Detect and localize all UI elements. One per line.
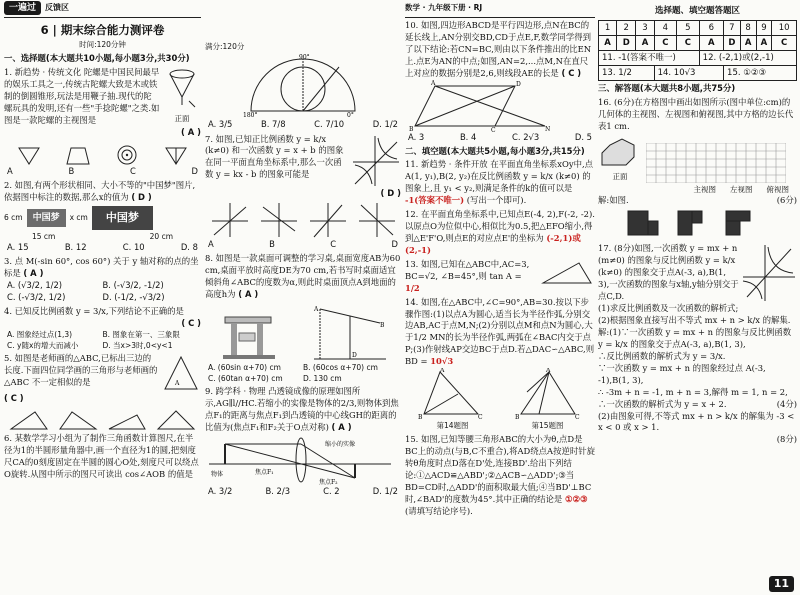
fill-answer-12: 12. (-2,1)或(2,-1) <box>699 51 796 66</box>
question-1 <box>4 67 201 178</box>
grid-num-6: 6 <box>699 21 723 36</box>
lens-image-label: 缩小的实像 <box>325 441 356 449</box>
grid-num-5: 5 <box>677 21 700 36</box>
option-b-shape-icon <box>65 144 91 166</box>
question-13 <box>405 259 595 295</box>
q7-opt-a-graph <box>210 201 250 239</box>
fill-answer-11: 11. -1(答案不唯一) <box>599 51 700 66</box>
q15-answer: ①②③ <box>564 493 588 504</box>
subject-label: 数学 · 九年级下册 · RJ <box>405 2 483 12</box>
q13-answer: 1/2 <box>405 282 420 293</box>
q2-dim-20: 20 cm <box>149 231 173 241</box>
grid-ans-9: A <box>756 36 772 51</box>
q16-front-label: 正面 <box>612 171 628 181</box>
grid-num-8: 8 <box>740 21 756 36</box>
grid-num-7: 7 <box>724 21 741 36</box>
q16-view-labels <box>598 185 797 196</box>
q16-view-front: 主视图 <box>693 184 716 194</box>
fill-answer-14: 14. 10√3 <box>654 66 723 81</box>
q7-options <box>205 239 401 251</box>
q6-opt-a: A. 3/5 <box>208 118 233 129</box>
question-9 <box>205 386 401 498</box>
q3-text: 3. 点 M(-sin 60°, cos 60°) 关于 y 轴对称的点的坐标是 <box>4 256 199 279</box>
q2-answer: ( D ) <box>131 192 152 203</box>
q14-fig-caption: 第14题图 <box>436 421 469 431</box>
q16-solution: 解:如图. <box>598 195 629 206</box>
svg-text:B: B <box>409 125 414 132</box>
svg-text:A: A <box>545 368 550 375</box>
q7-option-graphs <box>205 199 401 239</box>
svg-text:B: B <box>417 414 422 421</box>
q5-opt-c-triangle <box>107 409 147 431</box>
q9-text: 9. 跨学科 · 物理 凸透镜成像的原理如图所示,AG∥l//HC.若缩小的实像是物体的2/3,则物体到焦点F₁的距离与焦点F₁到凸透镜的中心线GH的距离的比值为(焦点F₁和F₂关于O点对称) <box>205 386 399 433</box>
question-3 <box>4 256 201 304</box>
svg-text:B: B <box>379 322 384 330</box>
q3-opt-c: C. (-√3/2, 1/2) <box>7 292 66 303</box>
q17-sol5: ∴一次函数的解析式为 y = x + 2. <box>598 398 727 409</box>
q6-opt-b: B. 7/8 <box>260 118 286 129</box>
brand-subtitle: 反馈区 <box>45 3 70 13</box>
svg-text:D: D <box>351 352 357 360</box>
q12-answer: (-2,1)或(2,-1) <box>405 232 581 255</box>
q10-opt-c: C. 2√3 <box>512 131 540 142</box>
svg-text:C: C <box>477 414 483 421</box>
q5-opt-d-triangle <box>156 409 196 431</box>
question-14 <box>405 297 595 433</box>
grid-ans-1: A <box>599 36 617 51</box>
q5-text: 5. 如图是老师画的△ABC,已标出三边的长度.下面四位同学画的三角形与老师画的△ABC 不一定相似的是 <box>4 353 158 388</box>
answer-grid <box>598 20 797 81</box>
top-spinner-icon <box>163 67 201 113</box>
page-header-left <box>4 0 201 16</box>
q17-sol5-line <box>598 399 797 411</box>
grid-ans-10: C <box>772 36 797 51</box>
q16-blank-grid <box>646 143 786 183</box>
q13-triangle-figure <box>539 259 595 287</box>
q16-solution-line <box>598 195 797 207</box>
q5-triangle-figure <box>161 353 201 393</box>
desk-diagram <box>310 303 390 363</box>
page-number: 11 <box>769 576 794 592</box>
test-meta <box>4 40 201 51</box>
test-time: 时间:120分钟 <box>79 40 126 50</box>
q8-answer: ( A ) <box>238 289 259 300</box>
q14-figure <box>418 368 488 420</box>
q8-options <box>205 363 401 384</box>
question-15 <box>405 434 595 517</box>
q7-answer: ( D ) <box>380 187 401 198</box>
grid-ans-2: D <box>617 36 636 51</box>
grid-num-10: 10 <box>772 21 797 36</box>
q4-answer: ( C ) <box>181 317 201 328</box>
q17-score2: (8分) <box>776 434 797 445</box>
q10-opt-d: D. 5 <box>574 131 592 142</box>
q2-opt-c: C. 10 <box>122 242 145 253</box>
page-header-mid <box>405 0 595 16</box>
section-choice-title: 一、选择题(本大题共10小题,每小题3分,共30分) <box>4 52 190 63</box>
grid-num-2: 2 <box>617 21 636 36</box>
q2-text-body: 2. 如图,有两个形状相同、大小不等的"中国梦"图片,依据图中标注的数据,那么x的值为 <box>4 180 196 203</box>
q5-answer: ( C ) <box>4 393 24 404</box>
q11-text: 11. 新趋势 · 条件开放 在平面直角坐标系xOy中,点A(1, y₁),B(2, y₂)在反比例函数 y = k/x (k≠0) 的图象上,且 y₁ < y₂,则满足条件的k的值可以是 <box>405 159 593 194</box>
question-10 <box>405 20 595 144</box>
svg-text:B: B <box>514 414 519 421</box>
q9-answer: ( A ) <box>331 422 352 433</box>
test-score: 满分:120分 <box>205 42 245 51</box>
q17-text: 17. (8分)如图,一次函数 y = mx + n (m≠0) 的图象与反比例函数 y = k/x (k≠0) 的图象交于点A(-3, a),B(1, 3),一次函数的图象与x轴,y轴分别交于点C,D. <box>598 243 739 301</box>
q1-opt-c: C <box>129 166 136 177</box>
q4-text: 4. 已知反比例函数 y = 3/x,下列结论不正确的是 <box>4 306 184 317</box>
column-1 <box>4 0 201 483</box>
q3-opt-b: B. (-√3/2, -1/2) <box>102 280 164 291</box>
q7-opt-c: C <box>330 239 337 250</box>
q16-view-top: 俯视图 <box>766 184 789 194</box>
q16-score: (6分) <box>776 195 797 206</box>
q8-figure <box>205 301 401 363</box>
grid-ans-7: D <box>724 36 741 51</box>
q16-text: 16. (6分)在方格图中画出如图所示(图中单位:cm)的几何体的主视图、左视图和俯视图,其中方格的边长代表1 cm. <box>598 96 794 131</box>
test-title: 6 | 期末综合能力测评卷 <box>40 23 165 37</box>
desk-illustration <box>217 303 287 363</box>
answer-area-title: 选择题、填空题答题区 <box>654 6 740 16</box>
q9-opt-d: D. 1/2 <box>372 486 398 497</box>
grid-ans-8: A <box>740 36 756 51</box>
q14-q15-figures <box>405 368 595 432</box>
q2-opt-b: B. 12 <box>64 242 87 253</box>
grid-ans-6: A <box>699 36 723 51</box>
q3-answer: ( A ) <box>23 268 44 279</box>
grid-ans-3: A <box>636 36 654 51</box>
answer-grid-fill-row1 <box>599 51 797 66</box>
deg-90: 90° <box>299 53 310 61</box>
lens-object-label: 物体 <box>211 471 224 479</box>
q6-text: 6. 某数学学习小组为了制作三角函数计算图尺,在半径为1的半圆形量角器中,画一个直径为1的圆,把刻度尺CA的0刻度固定在半圆的圆心O处,刻度尺可以绕点O旋转.从图中所示的图尺可读出 cos∠AOB 的值是 <box>4 433 199 479</box>
q13-text: 13. 如图,已知在△ABC中,AC=3, BC=√2, ∠B=45°,则 tan A = <box>405 258 530 281</box>
column-4 <box>598 0 797 448</box>
option-c-shape-icon <box>114 144 140 166</box>
q5-option-figures <box>4 405 201 431</box>
fill-answer-13: 13. 1/2 <box>599 66 655 81</box>
section-fill-title: 二、填空题(本大题共5小题,每小题3分,共15分) <box>405 145 585 156</box>
q10-answer: ( C ) <box>561 67 582 78</box>
q14-answer: 10√3 <box>430 356 454 367</box>
svg-text:A: A <box>313 306 318 314</box>
column-3 <box>405 0 595 520</box>
question-12 <box>405 209 595 257</box>
fill-answer-15: 15. ①②③ <box>724 66 797 81</box>
test-score-line <box>205 42 401 53</box>
q17-sol4: ∴ -3m + n = -1, m + n = 3,解得 m = 1, n = 2, <box>598 386 788 397</box>
q16-view-left: 左视图 <box>730 184 753 194</box>
q2-options <box>4 242 201 254</box>
grid-num-1: 1 <box>599 21 617 36</box>
q15-fig-caption: 第15题图 <box>531 421 564 431</box>
q16-figure <box>598 135 797 183</box>
q4-opt-c: C. y随x的增大而减小 <box>7 340 79 350</box>
q1-options-figures <box>4 138 201 166</box>
q5-opt-a-triangle <box>9 409 49 431</box>
protractor-figure <box>243 53 363 119</box>
q6-figure <box>205 53 401 119</box>
q10-parallelogram-figure <box>405 80 555 132</box>
q1-options <box>4 166 201 178</box>
question-16 <box>598 97 797 241</box>
brand-logo: 一遍过 <box>4 1 41 16</box>
question-8 <box>205 253 401 384</box>
q4-opt-b: B. 图象在第一、三象限 <box>102 329 180 339</box>
q8-opt-c: C. (60tan α+70) cm <box>208 373 283 383</box>
q10-text: 10. 如图,四边形ABCD是平行四边形,点N在BC的延长线上,AN分别交BD,CD于点E,F,数学同学得到了以下结论:若CN=BC,则由以下条件推出的比EN上.点E为AN的中点;如图,AN=2,...点M,N在直尺上对应的数据分别是2,6,则线段AE的长是 <box>405 20 592 78</box>
q15-tail: (请填写结论序号). <box>405 505 473 516</box>
q8-text: 8. 如图是一款桌面可调整的学习桌,桌面宽度AB为60 cm,桌面平放时高度DE为70 cm,若书写时桌面适宜倾斜角∠ABC的度数为α,则此时桌面顶点A到地面的高度h为 <box>205 253 401 300</box>
q11-tail: (写出一个即可). <box>466 195 527 206</box>
q4-options <box>4 330 201 351</box>
q17-graph <box>741 243 797 303</box>
q1-opt-a: A <box>7 166 13 177</box>
q10-opt-b: B. 4 <box>459 131 477 142</box>
q8-opt-a: A. (60sin α+70) cm <box>208 363 281 373</box>
q1-figure <box>163 67 201 127</box>
q16-solid-figure <box>598 135 642 171</box>
q9-opt-c: C. 2 <box>323 486 340 497</box>
q9-opt-b: B. 2/3 <box>265 486 291 497</box>
grid-num-3: 3 <box>636 21 654 36</box>
question-2 <box>4 180 201 254</box>
grid-ans-4: C <box>654 36 677 51</box>
option-d-shape-icon <box>163 144 189 166</box>
answer-grid-fill-row2 <box>599 66 797 81</box>
q6-opt-d: D. 1/2 <box>372 118 398 129</box>
grid-num-9: 9 <box>756 21 772 36</box>
q6-options <box>205 119 401 131</box>
q4-opt-a: A. 图象经过点(1,3) <box>7 329 73 339</box>
q10-opt-a: A. 3 <box>408 131 425 142</box>
q7-opt-c-graph <box>308 201 348 239</box>
q9-options <box>205 486 401 498</box>
q17-score1: (4分) <box>776 398 797 409</box>
q7-opt-a: A <box>208 239 214 250</box>
q17-part1: (1)求反比例函数及一次函数的解析式; <box>598 303 739 314</box>
q7-graph <box>351 134 401 188</box>
q3-opt-d: D. (-1/2, -√3/2) <box>102 292 165 303</box>
q15-figure <box>513 368 583 420</box>
q5-opt-b-triangle <box>58 409 98 431</box>
q1-answer: ( A ) <box>181 126 201 137</box>
q8-opt-d: D. 130 cm <box>303 373 342 383</box>
q7-opt-b: B <box>269 239 275 250</box>
q17-sol6: (2)由图象可得,不等式 mx + n > k/x 的解集为 -3 < x < 0 或 x > 1. <box>598 410 795 433</box>
lens-diagram <box>205 434 395 486</box>
q2-small-image: 中国梦 <box>27 209 66 228</box>
q12-text: 12. 在平面直角坐标系中,已知点E(-4, 2),F(-2, -2).以原点O为位似中心,相似比为0.5,把△EFO缩小,得到△E'F'O,则点E的对应点E'的坐标为 <box>405 209 595 243</box>
q7-opt-b-graph <box>259 201 299 239</box>
q8-opt-b: B. (60cos α+70) cm <box>303 363 378 373</box>
q10-options <box>405 132 595 144</box>
q1-text: 1. 新趋势 · 传统文化 陀螺是中国民间最早的娱乐工具之一,传统古陀螺大致是木或铁制的倒圆锥形,玩法是用鞭子抽.现代的陀螺玩具的发明,还有一些"手捻陀螺"之类.如图是一款陀螺的主视图是 <box>4 66 160 125</box>
q2-dim-labels <box>4 232 201 243</box>
q4-opt-d: D. 当x>3时,0<y<1 <box>102 340 173 350</box>
svg-text:C: C <box>491 126 496 132</box>
q3-opt-a: A. (√3/2, 1/2) <box>7 280 63 291</box>
deg-0: 0° <box>347 111 354 119</box>
answer-grid-answers <box>599 36 797 51</box>
header-rule-2 <box>405 17 595 18</box>
q2-figure <box>4 206 201 230</box>
q17-sol2: ∴反比例函数的解析式为 y = 3/x. <box>598 350 726 361</box>
svg-text:C: C <box>574 414 580 421</box>
q1-opt-b: B <box>68 166 75 177</box>
q7-text: 7. 如图,已知正比例函数 y = k/x (k≠0) 和一次函数 y = x + b 的图象在同一平面直角坐标系中,那么一次函数 y = kx - b 的图象可能是 <box>205 133 344 180</box>
q11-answer: -1(答案不唯一) <box>405 195 465 206</box>
grid-ans-5: C <box>677 36 700 51</box>
header-rule <box>4 17 201 18</box>
answer-grid-numbers <box>599 21 797 36</box>
q7-opt-d: D <box>391 239 398 250</box>
q9-opt-a: A. 3/2 <box>208 486 233 497</box>
svg-text:D: D <box>516 80 521 88</box>
question-17 <box>598 243 797 446</box>
q16-answer-views <box>598 207 788 241</box>
q2-opt-a: A. 15 <box>7 242 29 253</box>
svg-text:A: A <box>175 380 180 388</box>
lens-focus1-label: 焦点F₁ <box>255 469 274 477</box>
q2-opt-d: D. 8 <box>180 242 198 253</box>
question-11 <box>405 159 595 207</box>
lens-focus2-label: 焦点F₂ <box>319 479 338 487</box>
q15-text: 15. 如图,已知等腰三角形ABC的大小为θ,点D是BC上的动点(与B,C不重合),将AD绕点A按逆时针旋转θ角度时点D落在D'处,连接BD'.给出下列结论:①△ACD≌△ABD';②△ACB∽△ADD';③当BD=CD时,△ADD'的面积取最大值;④当BD'⊥BC时,∠BAD'的度数为45°.其中正确的结论是 <box>405 434 595 504</box>
q1-opt-d: D <box>191 166 198 177</box>
column-2 <box>205 0 401 500</box>
question-4 <box>4 306 201 351</box>
q7-opt-d-graph <box>357 201 397 239</box>
q6-opt-c: C. 7/10 <box>314 118 345 129</box>
question-6 <box>4 433 201 481</box>
q17-sol3: ∵一次函数 y = mx + n 的图象经过点 A(-3, -1),B(1, 3), <box>598 362 766 385</box>
q14-text: 14. 如图,在△ABC中,∠C=90°,AB=30.按以下步骤作图:(1)以点A为圆心,适当长为半径作弧,分别交边AB,AC于点M,N;(2)分别以点M和点N为圆心,大于1/2 MN的长为半径作弧,两弧在∠BAC内交于点P;(3)作射线AP交边BC于点D.若△DAC∽△ABC,则BD = <box>405 296 595 367</box>
question-7 <box>205 134 401 252</box>
question-5 <box>4 353 201 431</box>
q2-dim-height: 6 cm <box>4 212 23 222</box>
q17-sol1: 解:(1)∵一次函数 y = mx + n 的图象与反比例函数 y = k/x 的图象交于点A(-3, a),B(1, 3), <box>598 327 792 349</box>
section-solve-title: 三、解答题(本大题共8小题,共75分) <box>598 83 736 94</box>
svg-text:N: N <box>545 125 551 132</box>
grid-num-4: 4 <box>654 21 677 36</box>
q2-large-image: 中国梦 <box>92 206 153 230</box>
q2-dim-x: x cm <box>69 212 88 222</box>
q17-part2: (2)根据图象直接写出不等式 mx + n > k/x 的解集. <box>598 315 791 326</box>
q2-dim-15: 15 cm <box>32 231 56 241</box>
deg-180: 180° <box>243 111 258 119</box>
svg-text:A: A <box>439 368 444 375</box>
svg-text:A: A <box>431 79 436 87</box>
q3-options <box>4 280 201 304</box>
q1-front-label: 正面 <box>174 113 190 123</box>
option-a-shape-icon <box>16 144 42 166</box>
